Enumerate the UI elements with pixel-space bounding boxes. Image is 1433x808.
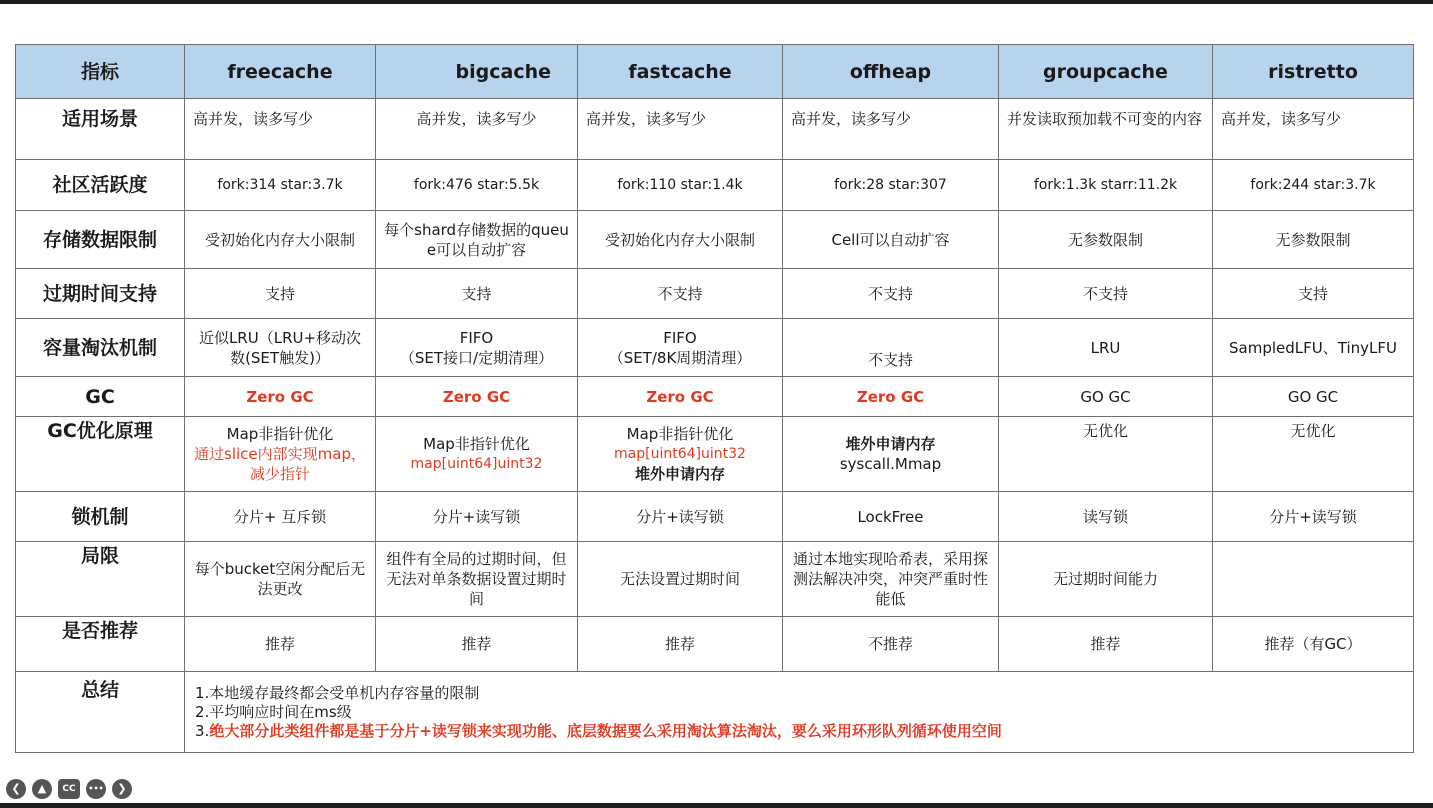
summary-line-1: 1.本地缓存最终都会受单机内存容量的限制 (195, 683, 480, 702)
header-ristretto: ristretto (1213, 45, 1414, 99)
evict-bigcache-line2: （SET接口/定期清理） (399, 348, 554, 367)
row-limit (16, 542, 1414, 617)
cell-storage-ristretto: 无参数限制 (1213, 211, 1414, 269)
cell-limit-fastcache: 无法设置过期时间 (578, 542, 783, 617)
cell-summary (185, 672, 1414, 753)
prev-slide-icon[interactable]: ❮ (6, 779, 26, 799)
header-groupcache: groupcache (999, 45, 1213, 99)
row-evict (16, 319, 1414, 377)
row-label-recommend: 是否推荐 (16, 617, 185, 672)
summary-line-3 (195, 722, 1405, 741)
cell-community-fastcache: fork:110 star:1.4k (578, 160, 783, 211)
cell-recommend-ristretto: 推荐（有GC） (1213, 617, 1414, 672)
cell-gc-groupcache: GO GC (999, 377, 1213, 417)
cell-community-freecache: fork:314 star:3.7k (185, 160, 376, 211)
row-summary (16, 672, 1414, 753)
cell-recommend-groupcache: 推荐 (999, 617, 1213, 672)
pointer-icon[interactable]: ▲ (32, 779, 52, 799)
header-fastcache: fastcache (578, 45, 783, 99)
row-scene (16, 99, 1414, 160)
gcopt-offheap-line1: 堆外申请内存 (845, 435, 936, 453)
cell-recommend-bigcache: 推荐 (376, 617, 578, 672)
cell-scene-freecache: 高并发，读多写少 (185, 99, 376, 160)
cell-scene-bigcache: 高并发，读多写少 (376, 99, 578, 160)
row-expire (16, 269, 1414, 319)
cell-evict-offheap: 不支持 (783, 319, 999, 377)
header-bigcache: bigcache (376, 45, 578, 99)
row-label-storage: 存储数据限制 (16, 211, 185, 269)
cell-expire-groupcache: 不支持 (999, 269, 1213, 319)
cell-storage-bigcache: 每个shard存储数据的queue可以自动扩容 (376, 211, 578, 269)
bottom-frame-bar (0, 803, 1433, 808)
evict-fastcache-line1: FIFO (663, 328, 697, 347)
cell-lock-bigcache: 分片+读写锁 (376, 492, 578, 542)
cell-gcopt-bigcache (376, 417, 578, 492)
cell-lock-fastcache: 分片+读写锁 (578, 492, 783, 542)
cell-limit-bigcache: 组件有全局的过期时间，但无法对单条数据设置过期时间 (376, 542, 578, 617)
row-gc (16, 377, 1414, 417)
cell-gcopt-freecache (185, 417, 376, 492)
cell-evict-ristretto: SampledLFU、TinyLFU (1213, 319, 1414, 377)
next-slide-icon[interactable]: ❯ (112, 779, 132, 799)
cell-expire-fastcache: 不支持 (578, 269, 783, 319)
cell-evict-groupcache: LRU (999, 319, 1213, 377)
cell-lock-ristretto: 分片+读写锁 (1213, 492, 1414, 542)
cell-gc-fastcache: Zero GC (578, 377, 783, 417)
gcopt-bigcache-line2: map[uint64]uint32 (410, 456, 543, 472)
more-options-icon[interactable]: ••• (86, 779, 106, 799)
captions-icon[interactable]: CC (58, 779, 80, 799)
cell-expire-offheap: 不支持 (783, 269, 999, 319)
cell-evict-bigcache (376, 319, 578, 377)
gcopt-fastcache-line3: 堆外申请内存 (634, 465, 725, 483)
gcopt-bigcache-line1: Map非指针优化 (423, 435, 530, 453)
cell-gcopt-ristretto: 无优化 (1213, 417, 1414, 492)
cell-scene-offheap: 高并发，读多写少 (783, 99, 999, 160)
cell-gc-offheap: Zero GC (783, 377, 999, 417)
cell-community-bigcache: fork:476 star:5.5k (376, 160, 578, 211)
cell-expire-freecache: 支持 (185, 269, 376, 319)
cell-scene-fastcache: 高并发，读多写少 (578, 99, 783, 160)
cell-lock-offheap: LockFree (783, 492, 999, 542)
evict-fastcache-line2: （SET/8K周期清理） (608, 348, 752, 367)
cell-recommend-freecache: 推荐 (185, 617, 376, 672)
cell-limit-freecache: 每个bucket空闲分配后无法更改 (185, 542, 376, 617)
cell-lock-groupcache: 读写锁 (999, 492, 1213, 542)
cell-limit-ristretto (1213, 542, 1414, 617)
cell-gc-freecache: Zero GC (185, 377, 376, 417)
cell-community-groupcache: fork:1.3k starr:11.2k (999, 160, 1213, 211)
cell-storage-freecache: 受初始化内存大小限制 (185, 211, 376, 269)
cell-lock-freecache: 分片+ 互斥锁 (185, 492, 376, 542)
row-label-limit: 局限 (16, 542, 185, 617)
summary-line-3-text: 绝大部分此类组件都是基于分片+读写锁来实现功能、底层数据要么采用淘汰算法淘汰，要么采用环形队列循环使用空间 (209, 721, 1002, 740)
cell-gc-ristretto: GO GC (1213, 377, 1414, 417)
cell-storage-groupcache: 无参数限制 (999, 211, 1213, 269)
row-label-scene: 适用场景 (16, 99, 185, 160)
cell-evict-fastcache (578, 319, 783, 377)
row-lock (16, 492, 1414, 542)
cell-expire-bigcache: 支持 (376, 269, 578, 319)
gcopt-offheap-line2: syscall.Mmap (839, 455, 942, 473)
row-label-expire: 过期时间支持 (16, 269, 185, 319)
header-freecache: freecache (185, 45, 376, 99)
summary-line-3-prefix: 3. (195, 721, 210, 740)
cell-recommend-fastcache: 推荐 (578, 617, 783, 672)
top-frame-bar (0, 0, 1433, 4)
cell-gcopt-offheap (783, 417, 999, 492)
row-storage (16, 211, 1414, 269)
gcopt-freecache-line1: Map非指针优化 (226, 425, 334, 443)
gcopt-fastcache-line2: map[uint64]uint32 (614, 446, 746, 462)
cell-scene-groupcache: 并发读取预加载不可变的内容 (999, 99, 1213, 160)
comparison-table (15, 44, 1414, 753)
cell-limit-groupcache: 无过期时间能力 (999, 542, 1213, 617)
cell-gcopt-fastcache (578, 417, 783, 492)
gcopt-freecache-line2: 通过slice内部实现map，减少指针 (194, 445, 366, 483)
cell-storage-offheap: Cell可以自动扩容 (783, 211, 999, 269)
gcopt-fastcache-line1: Map非指针优化 (626, 425, 734, 443)
cell-gc-bigcache: Zero GC (376, 377, 578, 417)
row-gcopt (16, 417, 1414, 492)
row-label-gc: GC (16, 377, 185, 417)
summary-line-2: 2.平均响应时间在ms级 (195, 702, 352, 721)
header-offheap: offheap (783, 45, 999, 99)
row-recommend (16, 617, 1414, 672)
row-label-evict: 容量淘汰机制 (16, 319, 185, 377)
cell-gcopt-groupcache: 无优化 (999, 417, 1213, 492)
row-community (16, 160, 1414, 211)
evict-bigcache-line1: FIFO (459, 328, 494, 347)
cell-community-offheap: fork:28 star:307 (783, 160, 999, 211)
header-row (16, 45, 1414, 99)
cell-storage-fastcache: 受初始化内存大小限制 (578, 211, 783, 269)
cell-scene-ristretto: 高并发，读多写少 (1213, 99, 1414, 160)
cell-expire-ristretto: 支持 (1213, 269, 1414, 319)
header-metric: 指标 (16, 45, 185, 99)
cell-recommend-offheap: 不推荐 (783, 617, 999, 672)
player-controls (6, 779, 132, 799)
cell-community-ristretto: fork:244 star:3.7k (1213, 160, 1414, 211)
row-label-lock: 锁机制 (16, 492, 185, 542)
row-label-community: 社区活跃度 (16, 160, 185, 211)
cell-evict-freecache: 近似LRU（LRU+移动次数(SET触发)） (185, 319, 376, 377)
row-label-summary: 总结 (16, 672, 185, 753)
row-label-gcopt: GC优化原理 (16, 417, 185, 492)
cell-limit-offheap: 通过本地实现哈希表，采用探测法解决冲突，冲突严重时性能低 (783, 542, 999, 617)
